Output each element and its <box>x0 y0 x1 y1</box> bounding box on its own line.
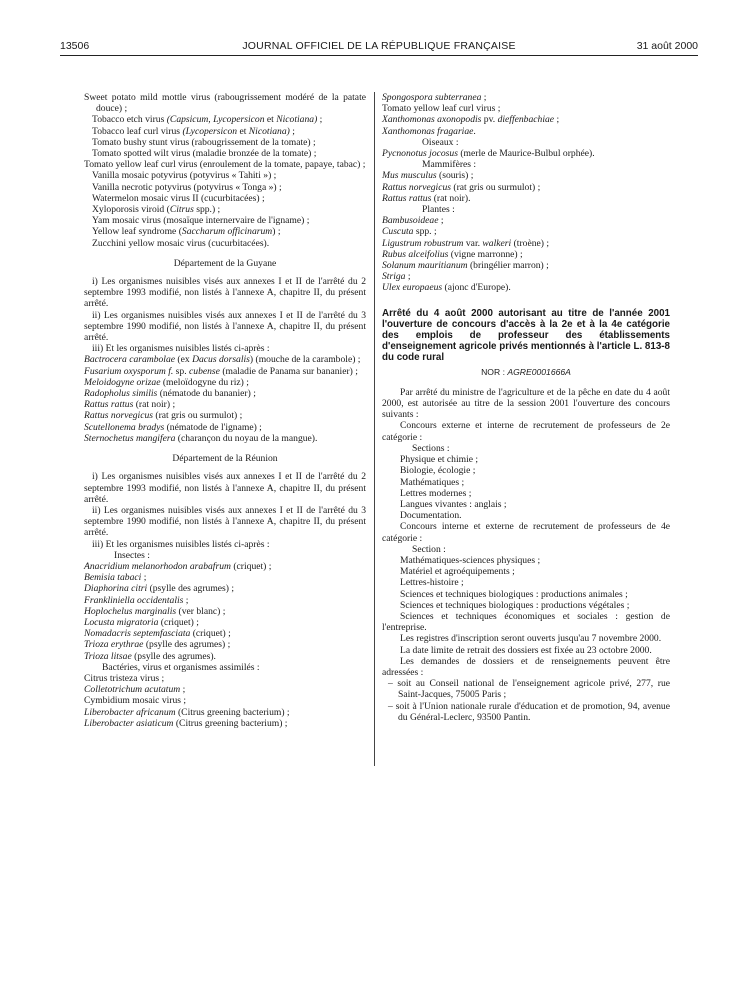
organism-entry: Trioza erythrae (psylle des agrumes) ; <box>84 639 231 651</box>
right-column <box>382 92 670 723</box>
paragraph: iii) Et les organismes nuisibles listés ci-après : <box>92 538 270 550</box>
section-heading-reunion: Département de la Réunion <box>172 453 278 465</box>
nor-reference: NOR : AGRE0001666A <box>481 366 571 377</box>
organism-entry: Bactrocera carambolae (ex Dacus dorsalis) (mouche de la carambole) ; <box>84 354 361 366</box>
organism-entry: Spongospora subterranea ; <box>382 92 487 103</box>
virus-entry: Yellow leaf syndrome (Saccharum officinarum) ; <box>92 226 281 238</box>
organism-entry: Bambusoideae ; <box>382 215 444 227</box>
section-heading-guyane: Département de la Guyane <box>173 257 277 269</box>
sections-label: Section : <box>412 543 446 555</box>
left-column <box>84 92 366 729</box>
virus-entry: Tobacco etch virus (Capsicum, Lycopersicon et Nicotiana) ; <box>92 114 323 126</box>
virus-entry: Watermelon mosaic virus II (cucurbitacées) ; <box>92 192 265 204</box>
virus-entry: Yam mosaic virus (mosaïque internervaire de l'igname) ; <box>92 215 310 227</box>
organism-entry: Fusarium oxysporum f. sp. cubense (maladie de Panama sur bananier) ; <box>84 365 358 377</box>
paragraph: Concours interne et externe de recrutement de professeurs de 4e catégorie : <box>382 521 670 544</box>
organism-entry: Nomadacris septemfasciata (criquet) ; <box>84 628 231 640</box>
organism-entry: Xanthomonas axonopodis pv. dieffenbachiae ; <box>382 114 560 126</box>
organism-entry: Radopholus similis (nématode du bananier) ; <box>84 388 256 400</box>
paragraph: Les demandes de dossiers et de renseignements peuvent être adressées : <box>382 655 670 678</box>
organism-entry: Diaphorina citri (psylle des agrumes) ; <box>84 583 235 595</box>
organism-entry: Striga ; <box>382 271 411 283</box>
paragraph: i) Les organismes nuisibles visés aux annexes I et II de l'arrêté du 2 septembre 1993 modifié, non listés à l'annexe A, chapitre II, du présent arrêté. <box>84 276 366 310</box>
virus-entry: Vanilla mosaic potyvirus (potyvirus « Tahiti ») ; <box>92 170 277 182</box>
organism-entry: Colletotrichum acutatum ; <box>84 684 186 696</box>
organism-entry: Anacridium melanorhodon arabafrum (criquet) ; <box>84 560 272 572</box>
paragraph: Les registres d'inscription seront ouverts jusqu'au 7 novembre 2000. <box>400 633 662 645</box>
organism-entry: Meloidogyne orizae (meloïdogyne du riz) ; <box>84 376 249 388</box>
organism-entry: Bemisia tabaci ; <box>84 572 147 584</box>
section-item: Mathématiques-sciences physiques ; <box>400 554 541 566</box>
virus-entry: Vanilla necrotic potyvirus (potyvirus « Tonga ») ; <box>92 181 282 193</box>
organism-entry: Rattus rattus (rat noir). <box>382 192 471 204</box>
category-label: Mammifères : <box>422 159 477 171</box>
section-item: Sciences et techniques biologiques : productions animales ; <box>400 588 628 600</box>
organism-entry: Trioza litsae (psylle des agrumes). <box>84 650 216 662</box>
paragraph: iii) Et les organismes nuisibles listés ci-après : <box>92 343 270 355</box>
sections-label: Sections : <box>412 442 450 454</box>
paragraph: Par arrêté du ministre de l'agriculture et de la pêche en date du 4 août 2000, est autorisée au titre de la session 2001 l'ouverture des concours suivants : <box>382 386 670 421</box>
organism-entry: Solanum mauritianum (bringélier marron) ; <box>382 260 549 272</box>
paragraph: ii) Les organismes nuisibles visés aux annexes I et II de l'arrêté du 3 septembre 1990 modifié, non listés à l'annexe A, chapitre II, du présent arrêté. <box>84 309 366 344</box>
address-item: – soit à l'Union nationale rurale d'éducation et de promotion, 94, avenue du Général-Leclerc, 93500 Pantin. <box>388 700 670 723</box>
organism-entry: Hoplochelus marginalis (ver blanc) ; <box>84 605 226 617</box>
virus-entry: Tobacco leaf curl virus (Lycopersicon et Nicotiana) ; <box>92 125 295 137</box>
journal-title: JOURNAL OFFICIEL DE LA RÉPUBLIQUE FRANÇAISE <box>242 40 516 52</box>
section-item: Matériel et agroéquipements ; <box>400 566 515 578</box>
organism-entry: Tomato yellow leaf curl virus ; <box>382 103 501 115</box>
paragraph: La date limite de retrait des dossiers est fixée au 23 octobre 2000. <box>400 644 652 656</box>
organism-entry: Ulex europaeus (ajonc d'Europe). <box>382 282 511 294</box>
organism-entry: Citrus tristeza virus ; <box>84 672 165 684</box>
category-label: Oiseaux : <box>422 136 459 148</box>
header-rule <box>60 55 698 56</box>
organism-entry: Cymbidium mosaic virus ; <box>84 695 187 707</box>
page-number: 13506 <box>60 40 90 52</box>
section-item: Sciences et techniques économiques et sociales : gestion de l'entreprise. <box>382 610 670 634</box>
virus-entry: Zucchini yellow mosaic virus (cucurbitacées). <box>92 237 270 249</box>
organism-entry: Rattus norvegicus (rat gris ou surmulot) ; <box>84 410 243 422</box>
organism-entry: Liberobacter asiaticum (Citrus greening bacterium) ; <box>84 717 288 729</box>
organism-entry: Frankliniella occidentalis ; <box>84 594 189 606</box>
organism-entry: Liberobacter africanum (Citrus greening bacterium) ; <box>84 706 290 718</box>
organism-entry: Sternochetus mangifera (charançon du noyau de la mangue). <box>84 432 318 444</box>
virus-entry: Tomato bushy stunt virus (rabougrissement de la tomate) ; <box>92 136 316 148</box>
section-item: Physique et chimie ; <box>400 454 479 466</box>
organism-entry: Rattus norvegicus (rat gris ou surmulot) ; <box>382 181 541 193</box>
category-label: Insectes : <box>114 549 150 561</box>
section-item: Langues vivantes : anglais ; <box>400 498 507 510</box>
organism-entry: Pycnonotus jocosus (merle de Maurice-Bulbul orphée). <box>382 148 595 160</box>
virus-entry: Sweet potato mild mottle virus (rabougrissement modéré de la patate douce) ; <box>84 92 366 115</box>
section-item: Lettres-histoire ; <box>400 577 464 589</box>
section-item: Biologie, écologie ; <box>400 465 476 477</box>
page-header <box>60 40 698 56</box>
category-label: Plantes : <box>422 204 455 216</box>
column-separator <box>374 92 375 766</box>
virus-entry: Xyloporosis viroid (Citrus spp.) ; <box>92 204 221 216</box>
arrete-title: Arrêté du 4 août 2000 autorisant au titre de l'année 2001 l'ouverture de concours d'accès à la 2e et à la 4e catégorie des emplois de professeur des établissements d'enseignement agricole privés mentionnés à l'article L. 813-8 du code rural <box>382 307 670 364</box>
virus-entry: Tomato spotted wilt virus (maladie bronzée de la tomate) ; <box>92 148 317 160</box>
section-item: Sciences et techniques biologiques : productions végétales ; <box>400 599 630 611</box>
paragraph: Concours externe et interne de recrutement de professeurs de 2e catégorie : <box>382 420 670 443</box>
organism-entry: Locusta migratoria (criquet) ; <box>84 616 199 628</box>
organism-entry: Xanthomonas fragariae. <box>382 125 476 137</box>
section-item: Lettres modernes ; <box>400 487 472 499</box>
issue-date: 31 août 2000 <box>636 40 698 52</box>
organism-entry: Ligustrum robustrum var. walkeri (troène) ; <box>382 237 550 249</box>
paragraph: i) Les organismes nuisibles visés aux annexes I et II de l'arrêté du 2 septembre 1993 modifié, non listés à l'annexe A, chapitre II, du présent arrêté. <box>84 471 366 505</box>
organism-entry: Rattus rattus (rat noir) ; <box>84 399 176 411</box>
category-label: Bactéries, virus et organismes assimilés : <box>102 661 260 673</box>
address-item: – soit au Conseil national de l'enseignement agricole privé, 277, rue Saint-Jacques, 75005 Paris ; <box>388 678 670 701</box>
organism-entry: Cuscuta spp. ; <box>382 226 437 238</box>
organism-entry: Rubus alceifolius (vigne marronne) ; <box>382 248 523 260</box>
virus-entry: Tomato yellow leaf curl virus (enroulement de la tomate, papaye, tabac) ; <box>84 159 366 171</box>
section-item: Mathématiques ; <box>400 476 465 488</box>
organism-entry: Mus musculus (souris) ; <box>382 170 474 182</box>
organism-entry: Scutellonema bradys (nématode de l'igname) ; <box>84 421 262 433</box>
paragraph: ii) Les organismes nuisibles visés aux annexes I et II de l'arrêté du 3 septembre 1990 modifié, non listés à l'annexe A, chapitre II, du présent arrêté. <box>84 504 366 539</box>
section-item: Documentation. <box>400 510 462 522</box>
